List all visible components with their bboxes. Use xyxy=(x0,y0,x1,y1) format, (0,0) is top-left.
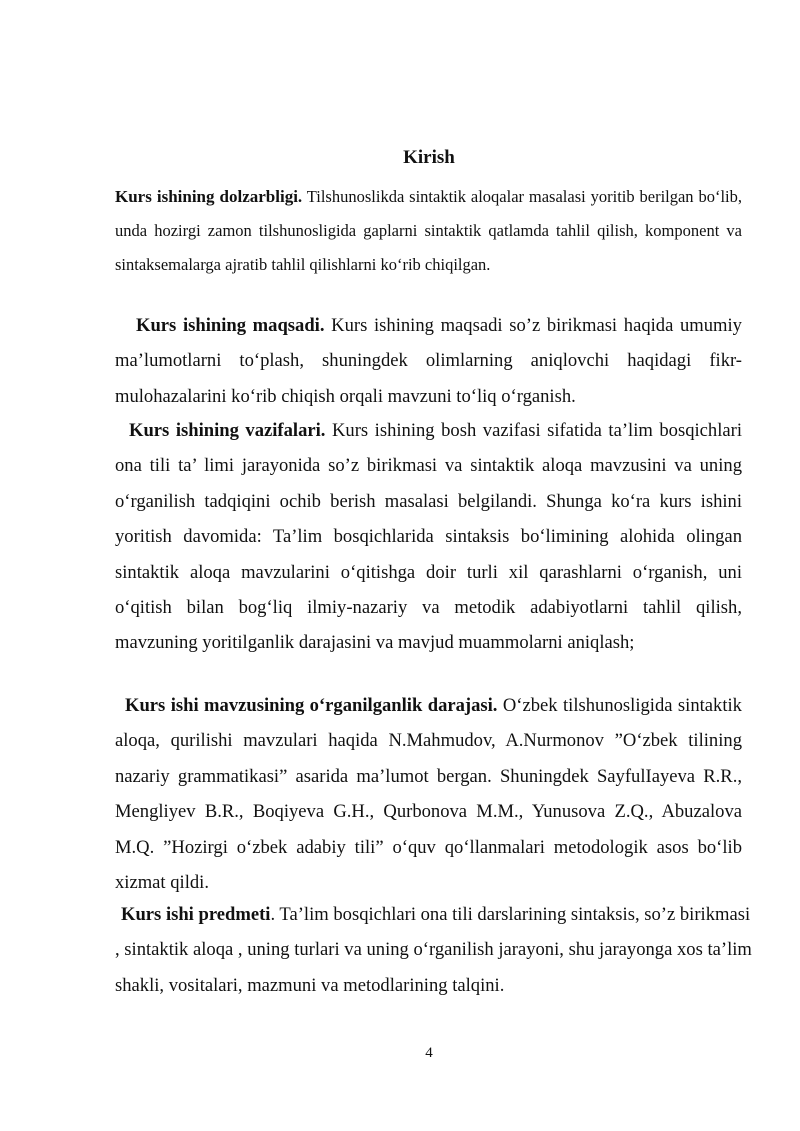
paragraph-lead: Kurs ishining dolzarbligi. xyxy=(115,187,303,206)
paragraph-subject xyxy=(115,897,755,1003)
paragraph-text: Tilshunoslikda sintaktik aloqalar masalasi yoritib berilgan bo‘lib, unda hozirgi zamon tilshunosligida gaplarni sintaktik qatlamda tahlil qilish, komponent va sintaksemalarga ajratib tahlil qilishlarni ko‘rib chiqilgan. xyxy=(115,187,742,274)
paragraph-study-degree xyxy=(115,688,742,900)
paragraph-lead: Kurs ishining vazifalari. xyxy=(129,420,326,441)
section-heading: Kirish xyxy=(403,147,455,168)
paragraph-tasks xyxy=(115,413,742,661)
paragraph-lead: Kurs ishi mavzusining o‘rganilganlik darajasi. xyxy=(125,695,498,716)
paragraph-lead: Kurs ishi predmeti xyxy=(121,904,271,925)
paragraph-relevance xyxy=(115,180,742,282)
paragraph-lead: Kurs ishining maqsadi. xyxy=(136,315,325,336)
page-number: 4 xyxy=(425,1045,433,1061)
paragraph-text: . Ta’lim bosqichlari ona tili darslarining sintaksis, so’z birikmasi , sintaktik aloqa , uning turlari va uning o‘rganilish jarayoni, shu jarayonga xos ta’lim shakli, vositalari, mazmuni va metodlarining talqini. xyxy=(115,904,752,996)
paragraph-text: Kurs ishining bosh vazifasi sifatida ta’lim bosqichlari ona tili ta’ limi jarayonida so’z birikmasi va sintaktik aloqa mavzusini va uning o‘rganilish tadqiqini ochib berish masalasi belgilandi. Shunga ko‘ra kurs ishini yoritish davomida: Ta’lim bosqichlarida sintaksis bo‘limining alohida olingan sintaktik aloqa mavzularini o‘qitishga doir turli xil qarashlarni o‘rganish, uni o‘qitish bilan bog‘liq ilmiy-nazariy va metodik adabiyotlarni tahlil qilish, mavzuning yoritilganlik darajasini va mavjud muammolarni aniqlash; xyxy=(115,420,742,654)
paragraph-text: Kurs ishining maqsadi so’z birikmasi haqida umumiy ma’lumotlarni to‘plash, shuningdek olimlarning aniqlovchi haqidagi fikr-mulohazalarini ko‘rib chiqish orqali mavzuni to‘liq o‘rganish. xyxy=(115,315,742,407)
paragraph-text: O‘zbek tilshunosligida sintaktik aloqa, qurilishi mavzulari haqida N.Mahmudov, A.Nurmonov ”O‘zbek tilining nazariy grammatikasi” asarida ma’lumot bergan. Shuningdek SayfulIayeva R.R., Mengliyev B.R., Boqiyeva G.H., Qurbonova M.M., Yunusova Z.Q., Abuzalova M.Q. ”Hozirgi o‘zbek adabiy tili” o‘quv qo‘llanmalari metodologik asos bo‘lib xizmat qildi. xyxy=(115,695,742,894)
paragraph-goal xyxy=(115,308,742,414)
